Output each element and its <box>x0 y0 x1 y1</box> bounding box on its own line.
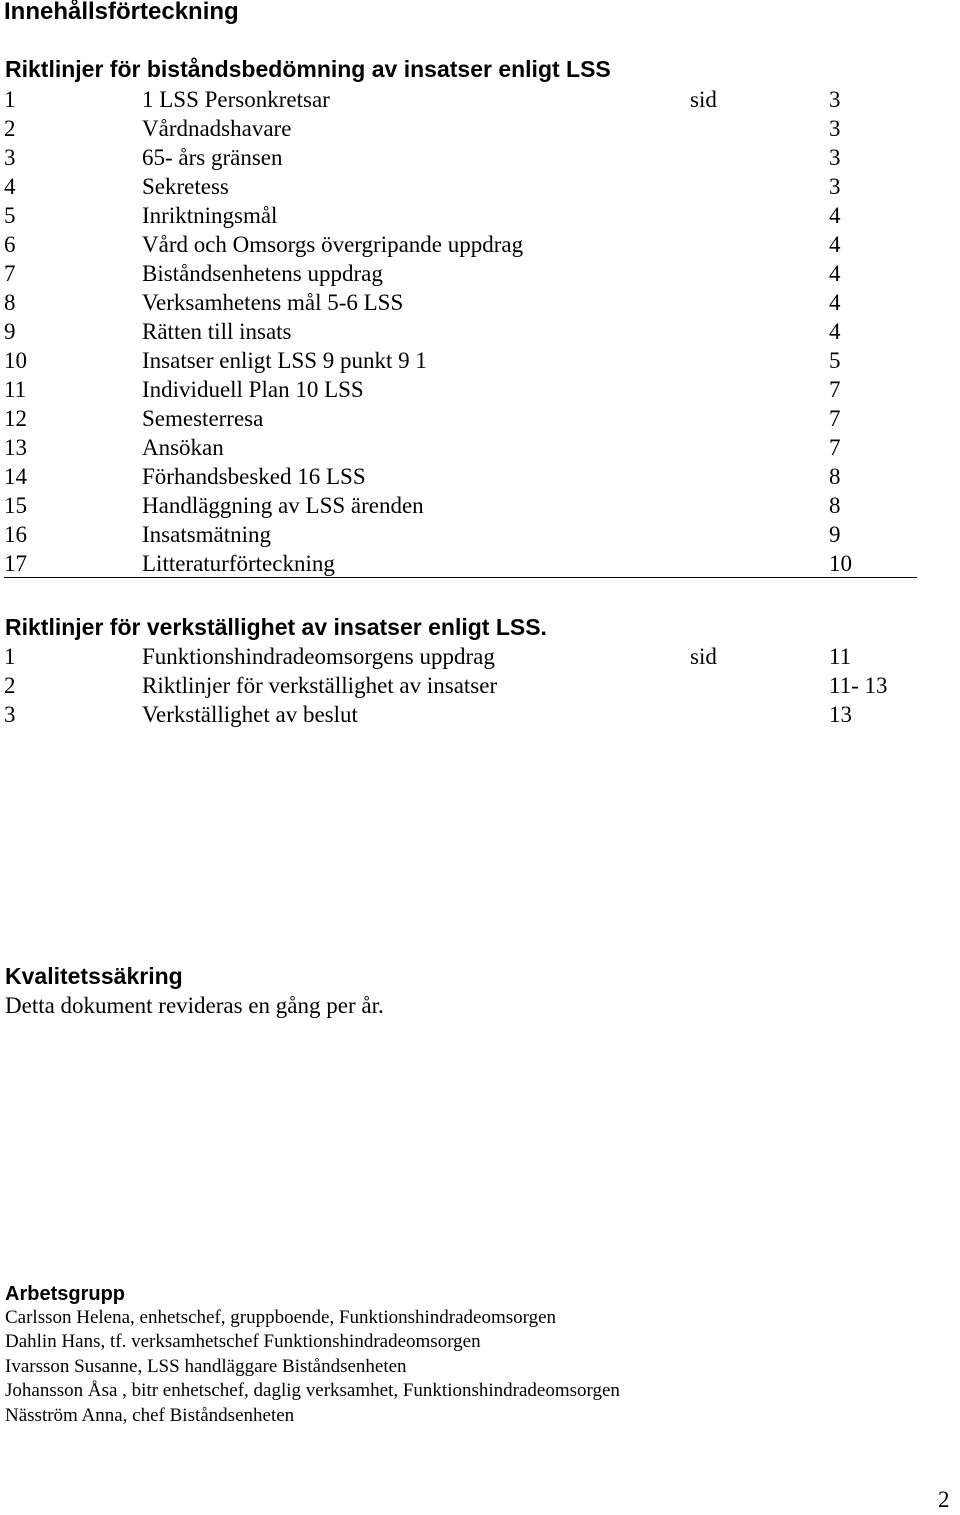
toc-number: 17 <box>4 551 27 576</box>
toc-page: 8 <box>829 493 841 518</box>
toc-row <box>0 491 960 520</box>
toc-page: 4 <box>829 232 841 257</box>
toc-row <box>0 700 960 729</box>
toc-number: 3 <box>4 702 16 727</box>
toc-row <box>0 404 960 433</box>
toc-row <box>0 114 960 143</box>
toc-page: 13 <box>829 702 852 727</box>
toc-page: 11 <box>829 644 852 669</box>
toc-page: 4 <box>829 203 841 228</box>
toc-row <box>0 85 960 114</box>
toc-row <box>0 642 960 671</box>
toc-number: 11 <box>4 377 27 402</box>
toc-number: 3 <box>4 145 16 170</box>
toc-number: 5 <box>4 203 16 228</box>
toc-number: 4 <box>4 174 16 199</box>
quality-heading: Kvalitetssäkring <box>5 963 183 989</box>
toc-row <box>0 201 960 230</box>
toc-number: 2 <box>4 116 16 141</box>
toc-title: Inriktningsmål <box>142 203 278 228</box>
toc-title: Vårdnadshavare <box>142 116 292 141</box>
toc-title: Rätten till insats <box>142 319 292 344</box>
toc-row <box>0 172 960 201</box>
toc-row <box>0 143 960 172</box>
toc-row <box>0 549 960 578</box>
toc-page: 3 <box>829 145 841 170</box>
toc-number: 14 <box>4 464 27 489</box>
toc-title: Riktlinjer för verkställighet av insatser <box>142 673 498 698</box>
toc-row <box>0 259 960 288</box>
toc-page: 11- 13 <box>829 673 888 698</box>
toc-title: Insatsmätning <box>142 522 272 547</box>
toc-row <box>0 288 960 317</box>
toc-number: 8 <box>4 290 16 315</box>
toc-title: Insatser enligt LSS 9 punkt 9 1 <box>142 348 427 373</box>
toc-row <box>0 671 960 700</box>
page-number: 2 <box>938 1487 950 1512</box>
toc-number: 7 <box>4 261 16 286</box>
workgroup-member: Dahlin Hans, tf. verksamhetschef Funktionshindradeomsorgen <box>5 1331 481 1352</box>
toc-row <box>0 346 960 375</box>
toc-title: Individuell Plan 10 LSS <box>142 377 364 402</box>
toc-page: 3 <box>829 174 841 199</box>
toc-page: 9 <box>829 522 841 547</box>
toc-title: Sekretess <box>142 174 229 199</box>
toc-page: 7 <box>829 435 841 460</box>
toc-title: Biståndsenhetens uppdrag <box>142 261 383 286</box>
page-title: Innehållsförteckning <box>4 0 239 25</box>
quality-text: Detta dokument revideras en gång per år. <box>5 993 384 1018</box>
toc-number: 13 <box>4 435 27 460</box>
toc-number: 16 <box>4 522 27 547</box>
toc-sid-label: sid <box>690 644 717 669</box>
toc-page: 10 <box>829 551 852 576</box>
workgroup-member: Carlsson Helena, enhetschef, gruppboende, Funktionshindradeomsorgen <box>5 1307 557 1328</box>
workgroup-member: Ivarsson Susanne, LSS handläggare Biståndsenheten <box>5 1356 407 1377</box>
toc-sid-label: sid <box>690 87 717 112</box>
toc-row <box>0 433 960 462</box>
toc-title: Funktionshindradeomsorgens uppdrag <box>142 644 495 669</box>
toc-number: 1 <box>4 644 16 669</box>
toc-title: Verkställighet av beslut <box>142 702 358 727</box>
section-heading-bistandsbedomning: Riktlinjer för biståndsbedömning av insatser enligt LSS <box>5 56 611 82</box>
toc-page: 4 <box>829 290 841 315</box>
workgroup-member: Johansson Åsa , bitr enhetschef, daglig verksamhet, Funktionshindradeomsorgen <box>5 1380 620 1401</box>
workgroup-heading: Arbetsgrupp <box>5 1283 125 1305</box>
toc-page: 3 <box>829 116 841 141</box>
workgroup-member: Näsström Anna, chef Biståndsenheten <box>5 1405 295 1426</box>
toc-number: 1 <box>4 87 16 112</box>
toc-page: 7 <box>829 377 841 402</box>
toc-number: 10 <box>4 348 27 373</box>
toc-number: 12 <box>4 406 27 431</box>
section-heading-verkstallighet: Riktlinjer för verkställighet av insatser enligt LSS. <box>5 614 547 640</box>
underline-divider <box>4 577 917 578</box>
toc-title: Vård och Omsorgs övergripande uppdrag <box>142 232 524 257</box>
toc-page: 7 <box>829 406 841 431</box>
toc-title: Handläggning av LSS ärenden <box>142 493 424 518</box>
toc-page: 8 <box>829 464 841 489</box>
toc-title: Semesterresa <box>142 406 264 431</box>
toc-title: 1 LSS Personkretsar <box>142 87 330 112</box>
toc-page: 4 <box>829 319 841 344</box>
toc-page: 3 <box>829 87 841 112</box>
toc-title: Verksamhetens mål 5-6 LSS <box>142 290 404 315</box>
toc-title: 65- års gränsen <box>142 145 283 170</box>
toc-row <box>0 230 960 259</box>
toc-title: Förhandsbesked 16 LSS <box>142 464 366 489</box>
toc-number: 6 <box>4 232 16 257</box>
toc-page: 4 <box>829 261 841 286</box>
toc-page: 5 <box>829 348 841 373</box>
toc-number: 9 <box>4 319 16 344</box>
toc-row <box>0 462 960 491</box>
toc-number: 15 <box>4 493 27 518</box>
toc-row <box>0 520 960 549</box>
toc-row <box>0 375 960 404</box>
toc-number: 2 <box>4 673 16 698</box>
toc-title: Litteraturförteckning <box>142 551 335 576</box>
toc-title: Ansökan <box>142 435 224 460</box>
toc-row <box>0 317 960 346</box>
